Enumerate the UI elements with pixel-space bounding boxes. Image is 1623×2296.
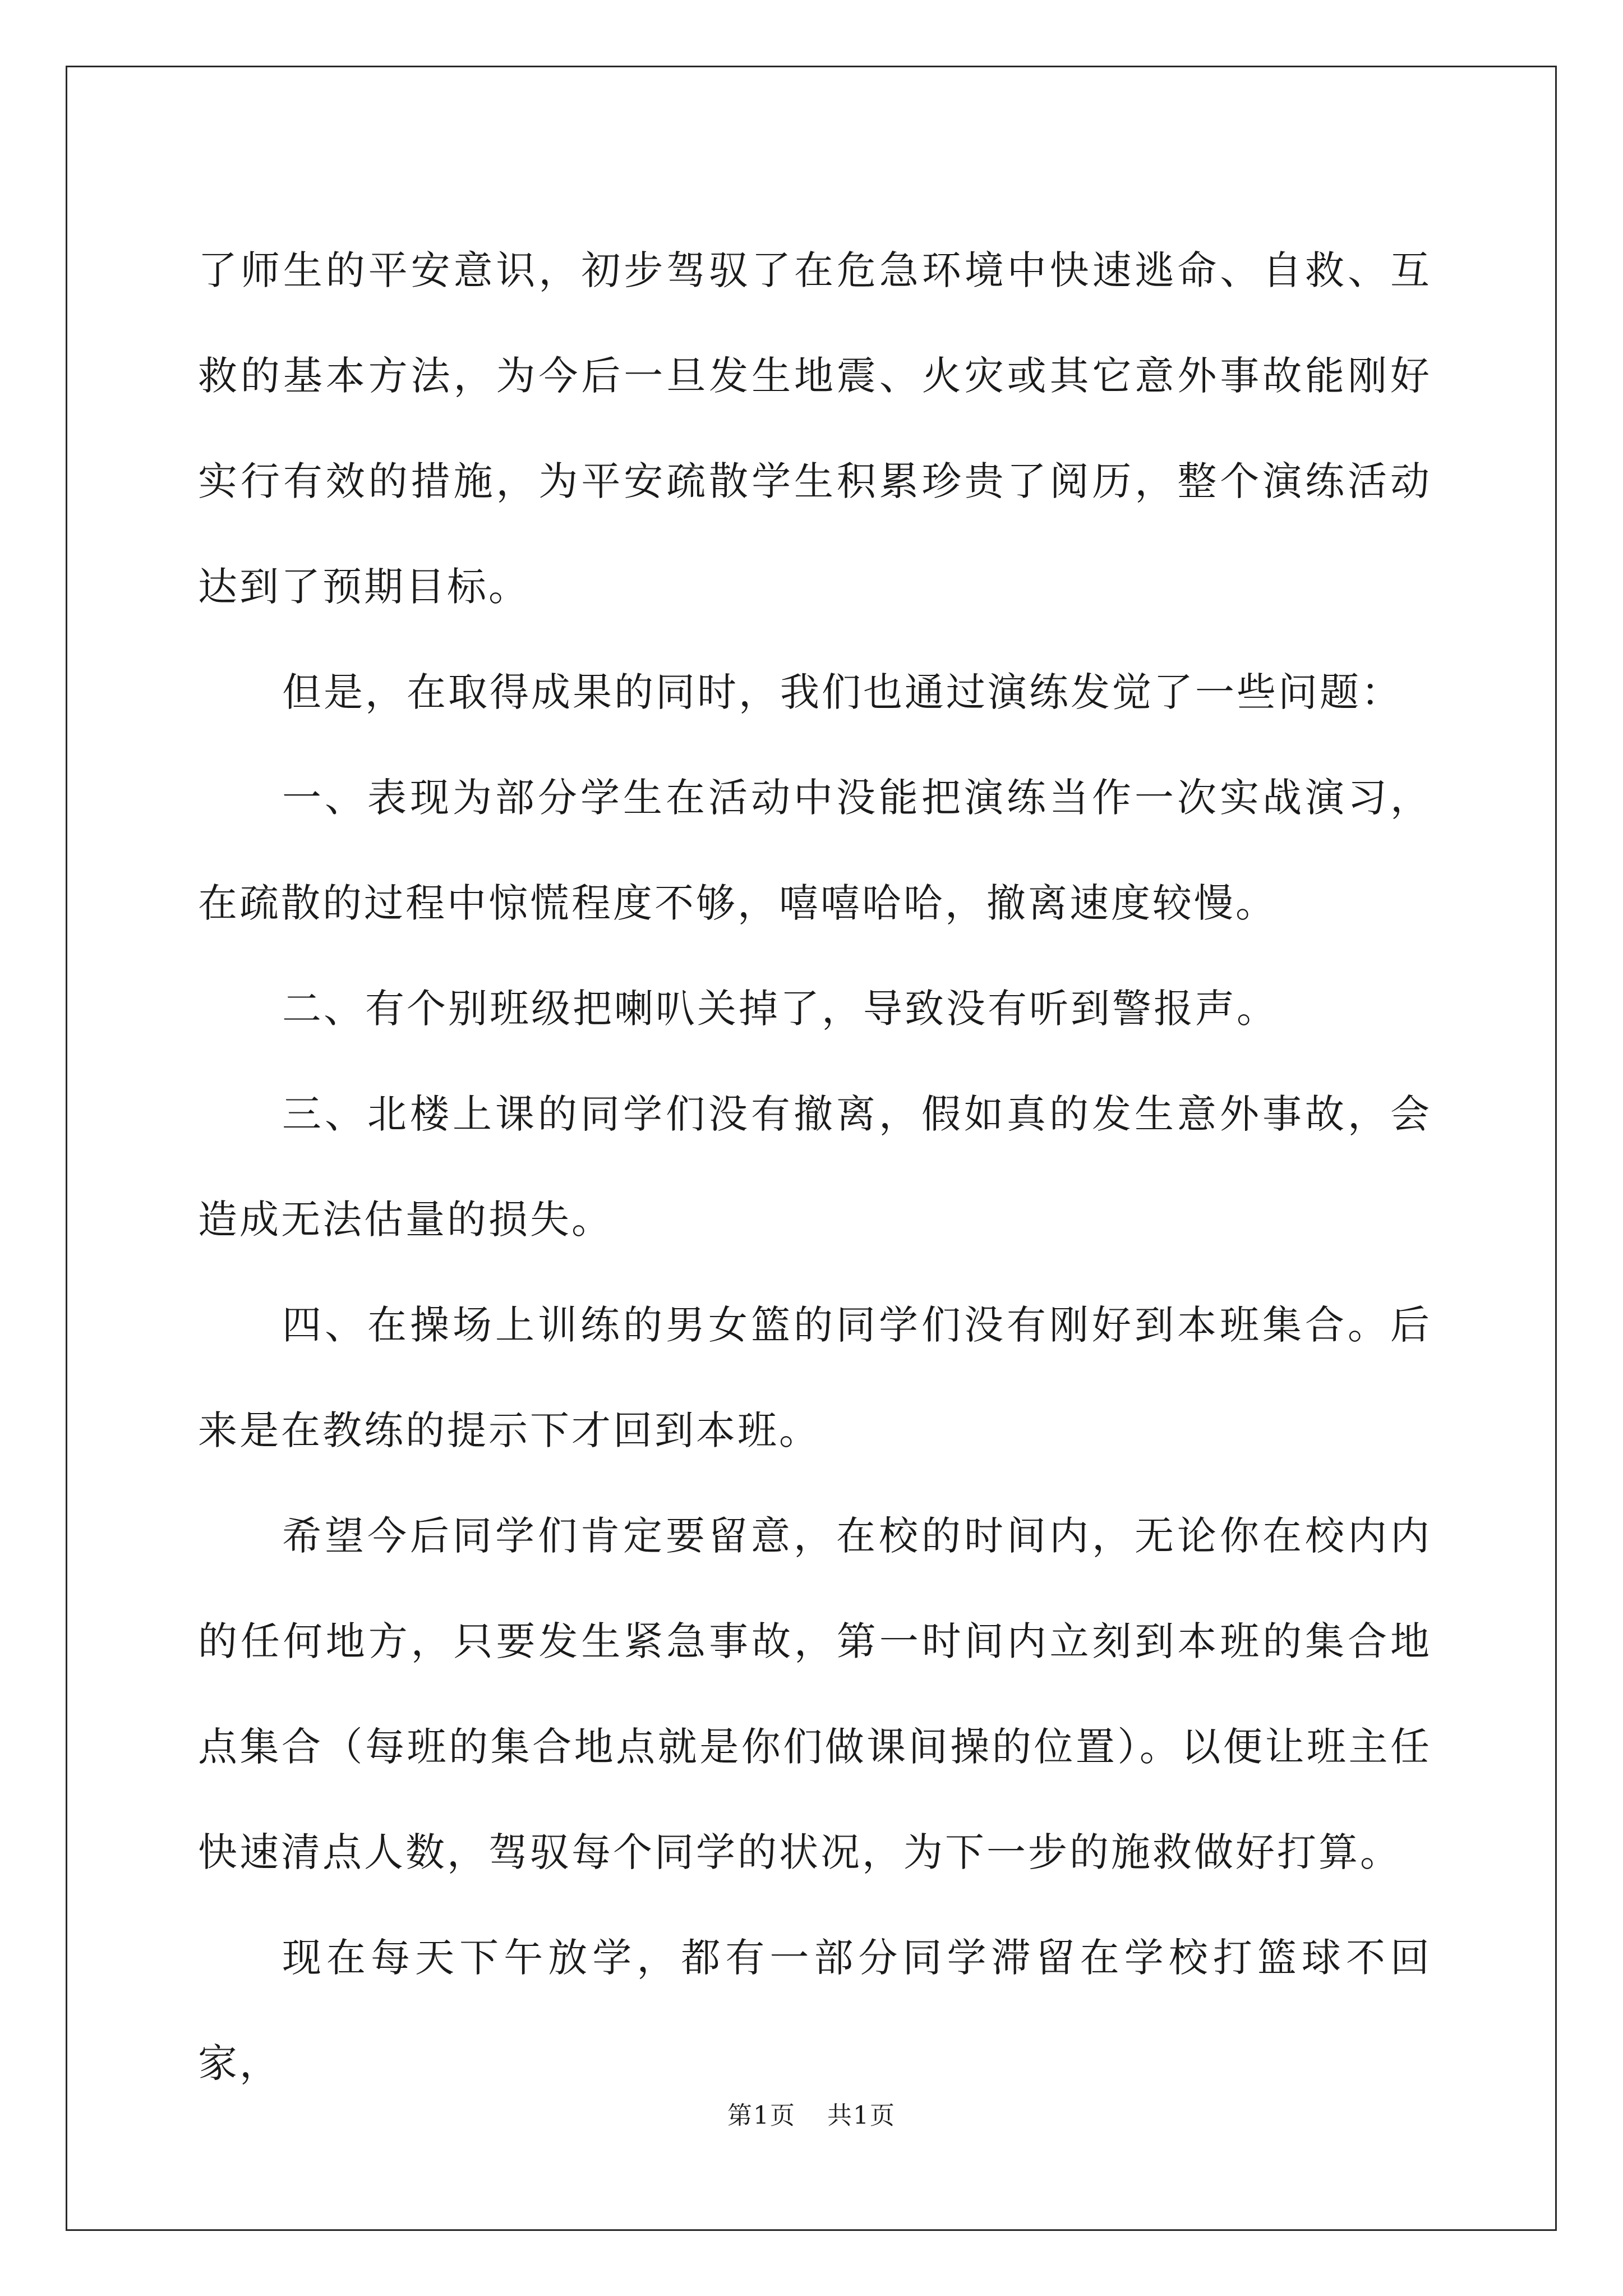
paragraph-6: 四、在操场上训练的男女篮的同学们没有刚好到本班集合。后来是在教练的提示下才回到本班。 bbox=[198, 1302, 1432, 1453]
paragraph-2: 但是，在取得成果的同时，我们也通过演练发觉了一些问题： bbox=[282, 669, 1403, 715]
paragraph-1: 了师生的平安意识，初步驾驭了在危急环境中快速逃命、自救、互救的基本方法，为今后一旦发生地震、火灾或其它意外事故能刚好实行有效的措施，为平安疏散学生积累珍贵了阅历，整个演练活动达到了预期目标。 bbox=[198, 247, 1432, 610]
paragraph-3: 一、表现为部分学生在活动中没能把演练当作一次实战演习，在疏散的过程中惊慌程度不够，嘻嘻哈哈，撤离速度较慢。 bbox=[198, 775, 1432, 926]
paragraph-5: 三、北楼上课的同学们没有撤离，假如真的发生意外事故，会造成无法估量的损失。 bbox=[198, 1091, 1432, 1243]
page-number: 第1页 bbox=[727, 2101, 796, 2130]
paragraph-7: 希望今后同学们肯定要留意，在校的时间内，无论你在校内内的任何地方，只要发生紧急事故，第一时间内立刻到本班的集合地点集合（每班的集合地点就是你们做课间操的位置）。以便让班主任快速清点人数，驾驭每个同学的状况，为下一步的施救做好打算。 bbox=[198, 1513, 1432, 1875]
paragraph-4: 二、有个别班级把喇叭关掉了，导致没有听到警报声。 bbox=[282, 986, 1278, 1032]
document-body bbox=[198, 218, 1432, 2116]
paragraph-8: 现在每天下午放学，都有一部分同学滞留在学校打篮球不回家， bbox=[198, 1935, 1432, 2086]
page-total: 共1页 bbox=[827, 2101, 896, 2130]
page-footer bbox=[0, 2095, 1623, 2131]
